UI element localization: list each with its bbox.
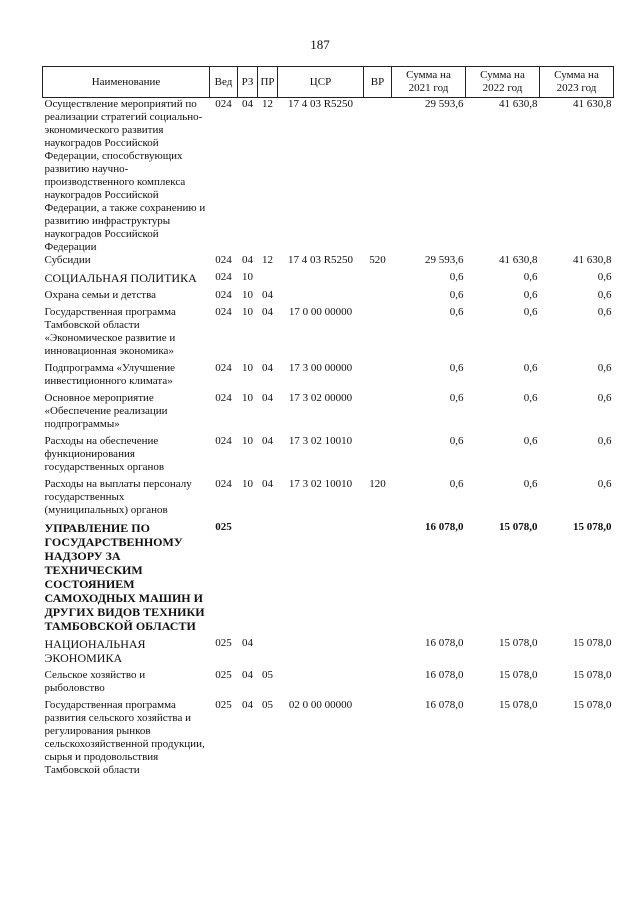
- row-rz: 10: [242, 306, 253, 318]
- row-pr: 04: [262, 435, 273, 447]
- row-pr: 04: [262, 289, 273, 301]
- row-ved: 025: [215, 669, 232, 681]
- row-pr: 12: [262, 254, 273, 266]
- row-vr: [364, 271, 392, 289]
- row-name: НАЦИОНАЛЬНАЯ ЭКОНОМИКА: [44, 637, 146, 665]
- row-rz: [238, 521, 258, 637]
- row-sum-2021: 16 078,0: [425, 637, 464, 649]
- row-rz: 04: [242, 669, 253, 681]
- row-ved: 025: [215, 699, 232, 711]
- table-row: [43, 271, 614, 289]
- row-ved: 024: [215, 362, 232, 374]
- row-ved: 024: [215, 98, 232, 110]
- row-sum-2023: 0,6: [597, 306, 612, 318]
- row-pr: [258, 271, 278, 289]
- table-row: [43, 521, 614, 637]
- row-vr: [364, 362, 392, 392]
- row-name: Субсидии: [44, 254, 91, 266]
- row-sum-2022: 0,6: [523, 478, 538, 490]
- table-row: [43, 435, 614, 478]
- page-number: 187: [310, 37, 330, 52]
- table-row: [43, 637, 614, 669]
- row-vr: [364, 289, 392, 306]
- row-sum-2021: 0,6: [449, 271, 464, 283]
- row-sum-2023: 41 630,8: [573, 254, 612, 266]
- row-sum-2023: 0,6: [597, 435, 612, 447]
- row-sum-2022: 0,6: [523, 271, 538, 283]
- header-sum-2022: Сумма на 2022 год: [466, 67, 540, 98]
- row-sum-2023: 15 078,0: [573, 637, 612, 649]
- row-csr: 17 3 02 10010: [288, 435, 353, 447]
- row-sum-2023: 0,6: [597, 392, 612, 404]
- header-csr: ЦСР: [278, 67, 364, 98]
- table-row: [43, 669, 614, 699]
- row-name: Основное мероприятие «Обеспечение реализации подпрограммы»: [44, 392, 168, 430]
- budget-table: [42, 66, 614, 777]
- table-row: [43, 362, 614, 392]
- row-sum-2023: 0,6: [597, 289, 612, 301]
- row-name: УПРАВЛЕНИЕ ПО ГОСУДАРСТВЕННОМУ НАДЗОРУ ЗА ТЕХНИЧЕСКИМ СОСТОЯНИЕМ САМОХОДНЫХ МАШИН И ДРУГИХ ВИДОВ ТЕХНИКИ ТАМБОВСКОЙ ОБЛАСТИ: [44, 521, 205, 633]
- table-row: [43, 699, 614, 777]
- row-vr: [364, 637, 392, 669]
- row-sum-2023: 0,6: [597, 362, 612, 374]
- row-csr: [278, 271, 364, 289]
- table-row: [43, 392, 614, 435]
- table-row: [43, 289, 614, 306]
- row-sum-2022: 15 078,0: [499, 699, 538, 711]
- row-vr: [364, 435, 392, 478]
- table-row: [43, 306, 614, 362]
- row-sum-2021: 29 593,6: [425, 254, 464, 266]
- header-sum-2023: Сумма на 2023 год: [540, 67, 614, 98]
- row-name: Сельское хозяйство и рыболовство: [44, 669, 146, 694]
- row-ved: 024: [215, 254, 232, 266]
- row-sum-2021: 0,6: [449, 392, 464, 404]
- row-vr: 520: [369, 254, 386, 266]
- row-sum-2021: 0,6: [449, 435, 464, 447]
- row-csr: [278, 669, 364, 699]
- row-sum-2021: 16 078,0: [425, 669, 464, 681]
- row-csr: [278, 637, 364, 669]
- row-rz: 10: [242, 362, 253, 374]
- row-sum-2021: 0,6: [449, 478, 464, 490]
- row-pr: [258, 521, 278, 637]
- row-name: Расходы на обеспечение функционирования государственных органов: [44, 435, 165, 473]
- row-sum-2022: 15 078,0: [499, 669, 538, 681]
- row-sum-2021: 0,6: [449, 362, 464, 374]
- row-ved: 024: [215, 306, 232, 318]
- row-pr: 04: [262, 362, 273, 374]
- row-pr: 12: [262, 98, 273, 110]
- row-pr: [258, 637, 278, 669]
- row-csr: 17 3 02 10010: [288, 478, 353, 490]
- row-csr: 17 3 00 00000: [288, 362, 353, 374]
- header-rz: РЗ: [238, 67, 258, 98]
- row-sum-2022: 0,6: [523, 289, 538, 301]
- row-sum-2021: 16 078,0: [425, 699, 464, 711]
- row-ved: 024: [215, 478, 232, 490]
- row-vr: [364, 669, 392, 699]
- table-row: [43, 254, 614, 271]
- row-csr: 02 0 00 00000: [288, 699, 353, 711]
- row-rz: 04: [242, 254, 253, 266]
- row-name: Охрана семьи и детства: [44, 289, 157, 301]
- row-ved: 024: [215, 392, 232, 404]
- row-pr: 05: [262, 669, 273, 681]
- table-row: [43, 98, 614, 255]
- row-sum-2022: 41 630,8: [499, 98, 538, 110]
- row-sum-2023: 15 078,0: [573, 669, 612, 681]
- row-rz: 04: [242, 98, 253, 110]
- row-pr: 04: [262, 392, 273, 404]
- row-sum-2023: 15 078,0: [573, 699, 612, 711]
- row-name: Осуществление мероприятий по реализации стратегий социально-экономического развития наукоградов Российской Федерации, способствующих развитию научно-производственного комплекса наукоградов Российской Федерации, а также сохранению и развитию инфраструктуры наукоградов Российской Федерации: [44, 98, 206, 253]
- header-vr: ВР: [364, 67, 392, 98]
- row-ved: 025: [215, 521, 232, 533]
- row-rz: 10: [242, 435, 253, 447]
- row-name: Подпрограмма «Улучшение инвестиционного климата»: [44, 362, 176, 387]
- row-sum-2021: 29 593,6: [425, 98, 464, 110]
- header-name: Наименование: [43, 67, 210, 98]
- row-sum-2022: 15 078,0: [499, 521, 538, 533]
- row-csr: [278, 521, 364, 637]
- row-vr: [364, 521, 392, 637]
- table-row: [43, 478, 614, 521]
- header-ved: Вед: [210, 67, 238, 98]
- row-vr: [364, 306, 392, 362]
- row-sum-2023: 41 630,8: [573, 98, 612, 110]
- row-name: Государственная программа Тамбовской области «Экономическое развитие и инновационная экономика»: [44, 306, 176, 357]
- row-rz: 04: [242, 699, 253, 711]
- row-sum-2023: 0,6: [597, 271, 612, 283]
- header-pr: ПР: [258, 67, 278, 98]
- row-sum-2022: 41 630,8: [499, 254, 538, 266]
- row-sum-2023: 15 078,0: [573, 521, 612, 533]
- row-rz: 10: [242, 478, 253, 490]
- row-sum-2023: 0,6: [597, 478, 612, 490]
- row-pr: 05: [262, 699, 273, 711]
- row-rz: 10: [242, 289, 253, 301]
- row-ved: 024: [215, 271, 232, 283]
- row-pr: 04: [262, 306, 273, 318]
- row-sum-2022: 0,6: [523, 435, 538, 447]
- row-sum-2022: 0,6: [523, 392, 538, 404]
- row-ved: 024: [215, 435, 232, 447]
- row-rz: 10: [242, 392, 253, 404]
- row-pr: 04: [262, 478, 273, 490]
- row-sum-2021: 16 078,0: [425, 521, 464, 533]
- row-csr: [278, 289, 364, 306]
- row-rz: 10: [242, 271, 253, 283]
- row-ved: 024: [215, 289, 232, 301]
- row-ved: 025: [215, 637, 232, 649]
- row-csr: 17 0 00 00000: [288, 306, 353, 318]
- row-csr: 17 3 02 00000: [288, 392, 353, 404]
- row-name: СОЦИАЛЬНАЯ ПОЛИТИКА: [44, 271, 197, 285]
- row-sum-2022: 15 078,0: [499, 637, 538, 649]
- row-vr: 120: [369, 478, 386, 490]
- header-sum-2021: Сумма на 2021 год: [392, 67, 466, 98]
- row-vr: [364, 699, 392, 777]
- row-csr: 17 4 03 R5250: [287, 254, 354, 266]
- row-name: Государственная программа развития сельского хозяйства и регулирования рынков сельскохозяйственной продукции, сырья и продовольствия Тамбовской области: [44, 699, 205, 776]
- row-vr: [364, 392, 392, 435]
- row-csr: 17 4 03 R5250: [287, 98, 354, 110]
- row-vr: [364, 98, 392, 255]
- row-sum-2022: 0,6: [523, 306, 538, 318]
- row-sum-2021: 0,6: [449, 306, 464, 318]
- row-rz: 04: [242, 637, 253, 649]
- row-name: Расходы на выплаты персоналу государственных (муниципальных) органов: [44, 478, 192, 516]
- table-header-row: [43, 67, 614, 98]
- row-sum-2022: 0,6: [523, 362, 538, 374]
- row-sum-2021: 0,6: [449, 289, 464, 301]
